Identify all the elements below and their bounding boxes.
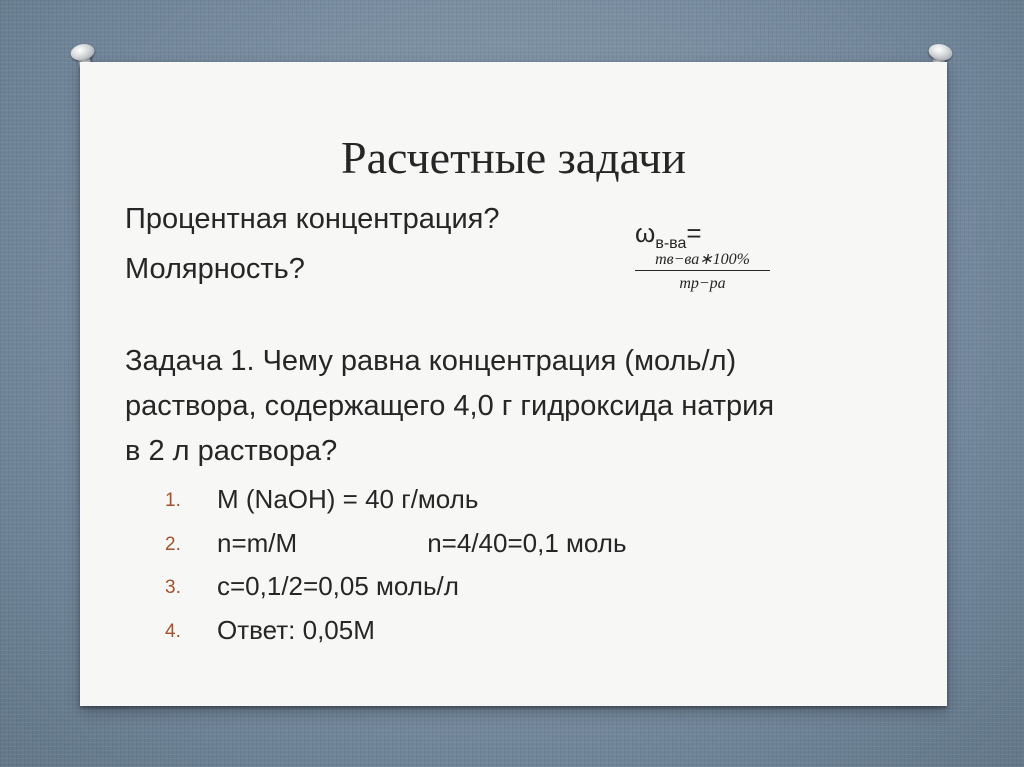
task-statement-line-1: Задача 1. Чему равна концентрация (моль/л) (125, 345, 737, 377)
step-text: M (NaOH) = 40 г/моль (217, 484, 479, 514)
omega-symbol: ω (635, 218, 656, 248)
task-statement-line-3: в 2 л раствора? (125, 435, 338, 467)
step-text: c=0,1/2=0,05 моль/л (217, 571, 459, 601)
formula-numerator: mв−ва∗100% (635, 249, 770, 271)
question-molarity: Молярность? (125, 253, 305, 285)
task-statement-line-2: раствора, содержащего 4,0 г гидроксида натрия (125, 390, 775, 422)
step-text: Ответ: 0,05М (217, 615, 375, 645)
formula-equals: = (686, 218, 702, 248)
step-number: 4. (165, 621, 181, 642)
step-text: n=m/M n=4/40=0,1 моль (217, 528, 627, 558)
question-percent-concentration: Процентная концентрация? (125, 203, 500, 235)
mass-fraction-formula (635, 218, 750, 292)
step-number: 3. (165, 577, 181, 598)
omega-subscript: в-ва (655, 235, 687, 252)
formula-fraction (635, 249, 770, 293)
step-number: 1. (165, 490, 181, 511)
step-number: 2. (165, 534, 181, 555)
slide-card (80, 62, 947, 706)
formula-denominator: mр−ра (679, 275, 726, 292)
slide-title: Расчетные задачи (341, 132, 686, 183)
